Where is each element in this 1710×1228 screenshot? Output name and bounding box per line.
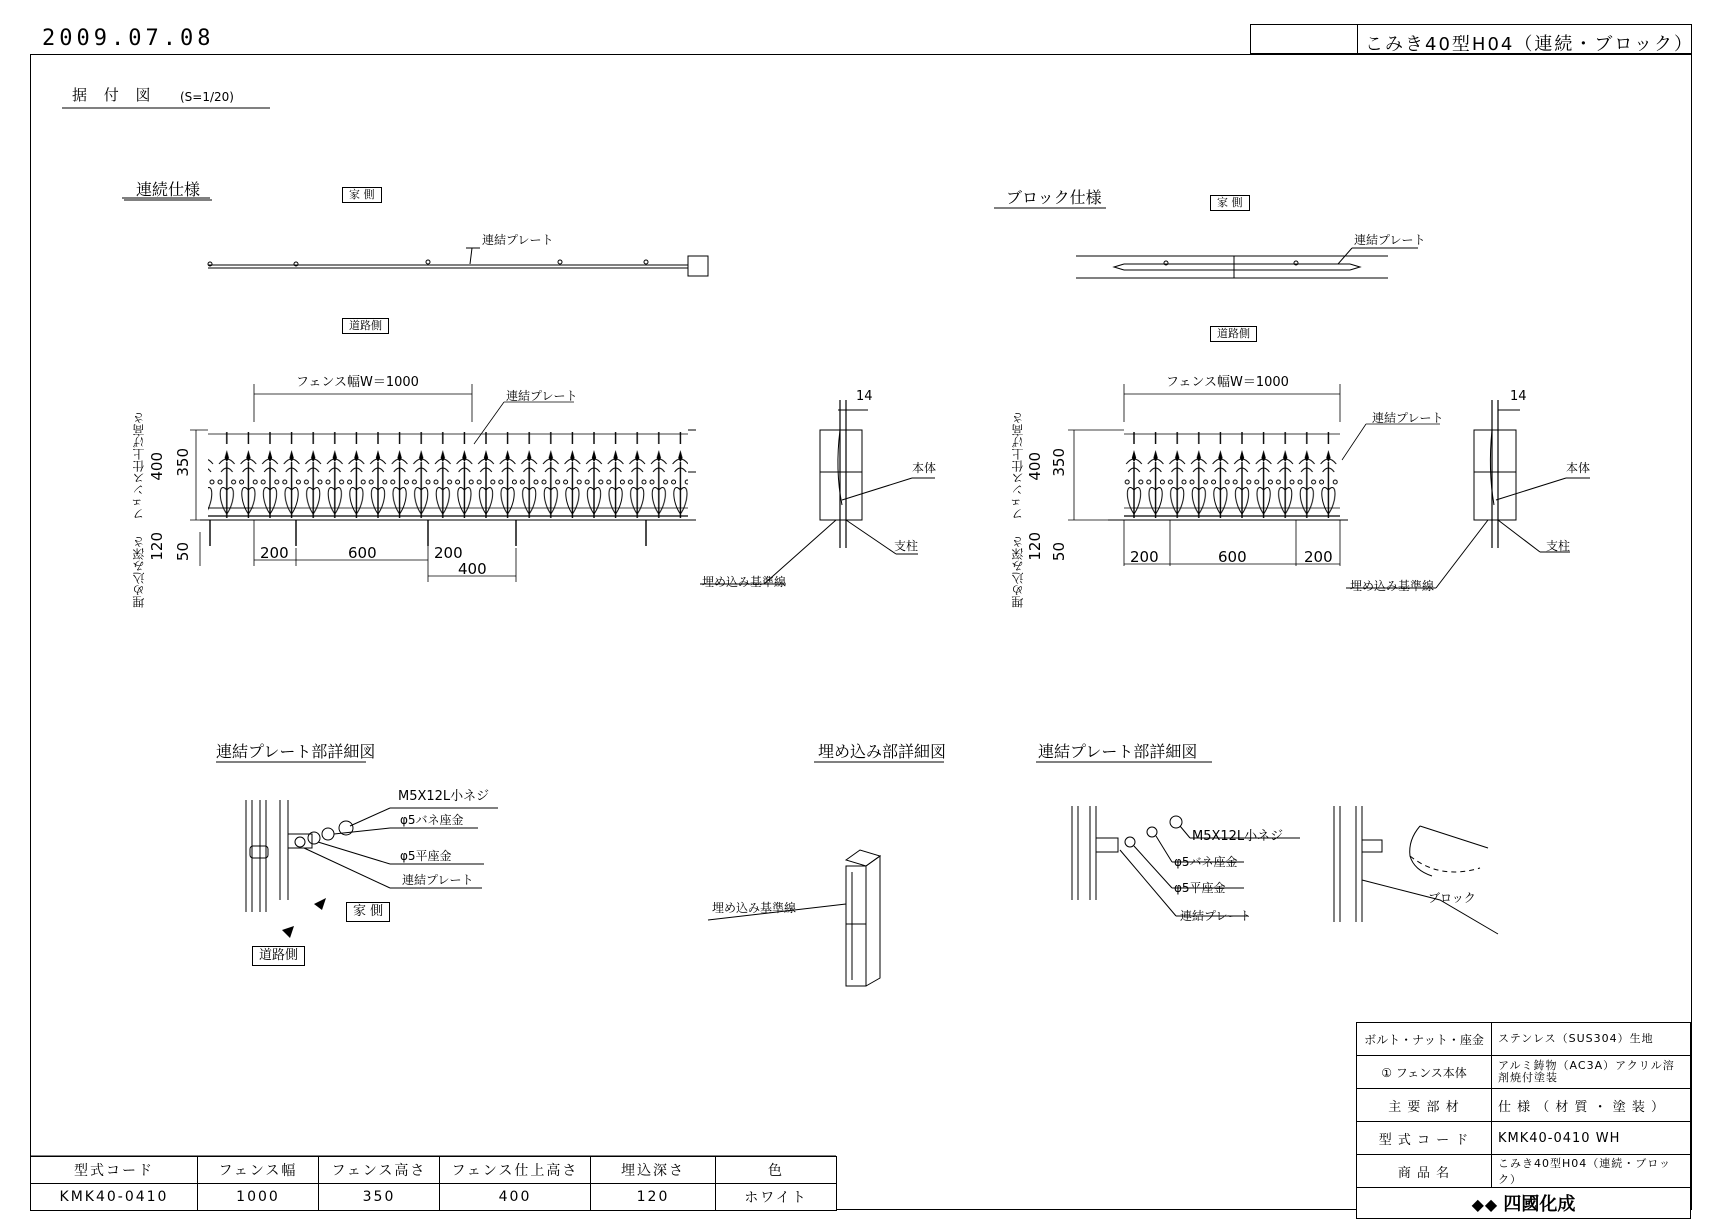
dim-350-right: 350	[1050, 448, 1068, 477]
flat-washer-label-right: φ5平座金	[1174, 881, 1226, 895]
value-embed-depth: 120	[591, 1184, 716, 1211]
spec-table	[1356, 1022, 1691, 1219]
plate-label-plan-left: 連結プレート	[482, 233, 554, 247]
embed-baseline-label-right: 埋め込み基準線	[1350, 579, 1435, 593]
header-color: 色	[716, 1157, 837, 1184]
value-finish-height: 400	[440, 1184, 591, 1211]
post-label-right: 支柱	[1546, 539, 1571, 553]
dim-200b-right: 200	[1304, 548, 1333, 566]
embed-depth-label-right: 埋め込み深さ	[1011, 536, 1025, 608]
main-body-label-left: 本体	[912, 461, 937, 475]
embed-depth-label-left: 埋め込み深さ	[132, 536, 146, 608]
screw-label-right: M5X12L小ネジ	[1192, 829, 1284, 844]
dim-600-left: 600	[348, 544, 377, 562]
header-fence-height: フェンス高さ	[319, 1157, 440, 1184]
value-model-code: KMK40-0410	[31, 1184, 198, 1211]
plate-label-detail-left: 連結プレート	[402, 873, 474, 887]
dim-14-left: 14	[856, 389, 873, 404]
maker-logo-cell	[1357, 1188, 1691, 1219]
finish-height-label-right: フェンス仕上げ高さ	[1011, 412, 1025, 520]
road-side-label: 道路側	[342, 318, 389, 334]
spec-key-4: 商 品 名	[1357, 1155, 1492, 1188]
embed-baseline-detail: 埋め込み基準線	[712, 901, 797, 915]
block-label: ブロック	[1428, 891, 1476, 905]
embed-baseline-label-left: 埋め込み基準線	[702, 575, 787, 589]
dim-120-left: 120	[148, 532, 166, 561]
plate-label-detail-right: 連結プレート	[1180, 909, 1252, 923]
fence-width-right: フェンス幅W＝1000	[1166, 375, 1289, 390]
spec-key-3: 型 式 コ ー ド	[1357, 1122, 1492, 1155]
maker-logo: 四國化成	[1503, 1194, 1576, 1215]
dim-14-right: 14	[1510, 389, 1527, 404]
plate-detail-title-right: 連結プレート部詳細図	[1038, 742, 1198, 761]
plate-label-plan-right: 連結プレート	[1354, 233, 1426, 247]
main-body-label-right: 本体	[1566, 461, 1591, 475]
model-table	[30, 1156, 837, 1211]
drawing-date: 2009.07.08	[42, 26, 215, 51]
continuous-spec-label: 連続仕様	[136, 180, 201, 199]
section-title: 据 付 図	[72, 86, 157, 104]
drawing-scale: (S=1/20)	[180, 90, 234, 104]
screw-label-left: M5X12L小ネジ	[398, 789, 490, 804]
spec-value-1: アルミ鋳物（AC3A）アクリル溶剤焼付塗装	[1492, 1056, 1691, 1089]
spec-value-2: 仕 様 （ 材 質 ・ 塗 装 ）	[1492, 1089, 1691, 1122]
dim-350-left: 350	[174, 448, 192, 477]
post-label-left: 支柱	[894, 539, 919, 553]
spec-key-2: 主 要 部 材	[1357, 1089, 1492, 1122]
dim-400-right: 400	[1026, 452, 1044, 481]
header-embed-depth: 埋込深さ	[591, 1157, 716, 1184]
embed-detail-title: 埋め込み部詳細図	[818, 742, 947, 761]
detail-road-side: 道路側	[252, 946, 305, 966]
spring-washer-label-left: φ5バネ座金	[400, 813, 464, 827]
dim-600-right: 600	[1218, 548, 1247, 566]
finish-height-label-left: フェンス仕上げ高さ	[132, 412, 146, 520]
house-side-label-right: 家 側	[1210, 195, 1250, 211]
value-color: ホワイト	[716, 1184, 837, 1211]
detail-house-side: 家 側	[346, 902, 390, 922]
plate-label-elev-left: 連結プレート	[506, 389, 578, 403]
dim-120-right: 120	[1026, 532, 1044, 561]
flat-washer-label-left: φ5平座金	[400, 849, 452, 863]
spec-value-3: KMK40-0410 WH	[1492, 1122, 1691, 1155]
header-model-code: 型式コード	[31, 1157, 198, 1184]
house-side-label: 家 側	[342, 187, 382, 203]
block-spec-label: ブロック仕様	[1006, 188, 1102, 207]
diamond-logo-icon: ◆◆	[1471, 1195, 1499, 1214]
spec-key-1: ① フェンス本体	[1357, 1056, 1492, 1089]
spring-washer-label-right: φ5バネ座金	[1174, 855, 1238, 869]
spec-key-0: ボルト・ナット・座金	[1357, 1023, 1492, 1056]
fence-width-left: フェンス幅W＝1000	[296, 375, 419, 390]
header-fence-width: フェンス幅	[198, 1157, 319, 1184]
spec-value-4: こみき40型H04（連続・ブロック）	[1492, 1155, 1691, 1188]
dim-400b-left: 400	[458, 560, 487, 578]
header-finish-height: フェンス仕上高さ	[440, 1157, 591, 1184]
plate-detail-title-left: 連結プレート部詳細図	[216, 742, 376, 761]
road-side-label-right: 道路側	[1210, 326, 1257, 342]
plate-label-elev-right: 連結プレート	[1372, 411, 1444, 425]
product-title: こみき40型H04（連続・ブロック）	[1365, 34, 1694, 55]
value-fence-width: 1000	[198, 1184, 319, 1211]
dim-200b-left: 200	[434, 544, 463, 562]
dim-50-right: 50	[1050, 542, 1068, 562]
dim-400-left: 400	[148, 452, 166, 481]
spec-value-0: ステンレス（SUS304）生地	[1492, 1023, 1691, 1056]
dim-200a-right: 200	[1130, 548, 1159, 566]
dim-50-left: 50	[174, 542, 192, 562]
dim-200a-left: 200	[260, 544, 289, 562]
value-fence-height: 350	[319, 1184, 440, 1211]
